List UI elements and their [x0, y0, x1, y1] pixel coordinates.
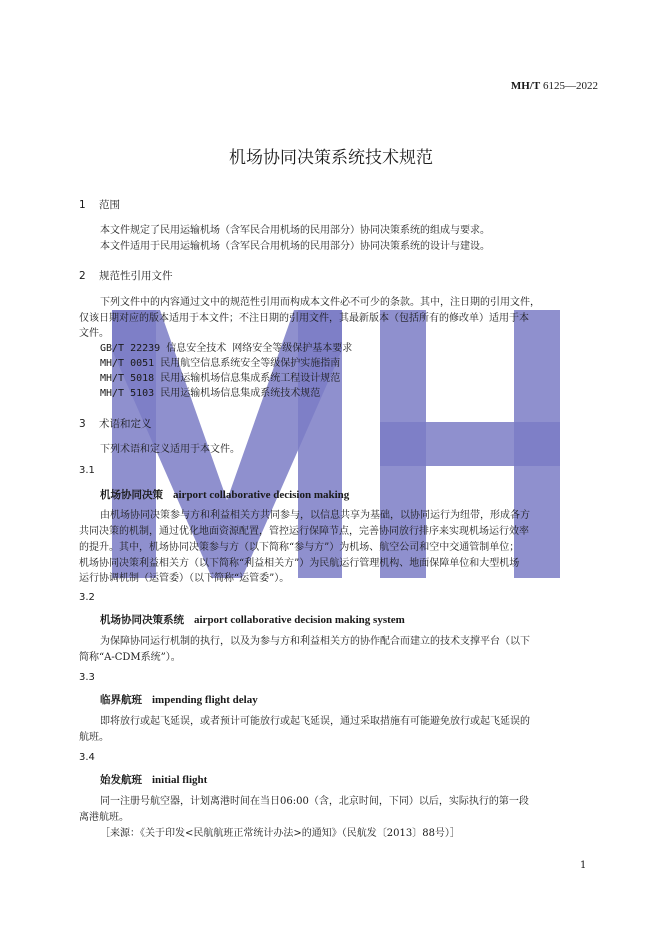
term-number: 3.2 [79, 592, 95, 603]
reference-item: MH/T 0051 民用航空信息系统安全等级保护实施指南 [100, 358, 341, 369]
reference-item: MH/T 5103 民用运输机场信息集成系统技术规范 [100, 388, 321, 399]
section-3-heading [79, 416, 152, 431]
definition-line: 的提升。其中，机场协同决策参与方（以下简称“参与方”）为机场、航空公司和空中交通管制单位； [79, 542, 520, 553]
term-heading [100, 692, 258, 707]
paragraph: 仅该日期对应的版本适用于本文件；不注日期的引用文件，其最新版本（包括所有的修改单）适用于本 [79, 313, 529, 324]
term-zh: 机场协同决策 [100, 489, 163, 501]
term-en: airport collaborative decision making system [194, 614, 405, 626]
term-number: 3.4 [79, 752, 95, 763]
doc-code: MH/T [510, 80, 541, 92]
definition-line: 航班。 [79, 732, 109, 743]
section-number: 2 [79, 270, 86, 282]
term-en: initial flight [152, 774, 208, 786]
term-number: 3.1 [79, 465, 95, 476]
reference-item: MH/T 5018 民用运输机场信息集成系统工程设计规范 [100, 373, 341, 384]
term-number: 3.3 [79, 672, 95, 683]
definition-line: 简称“A-CDM系统”）。 [79, 652, 181, 663]
definition-line: 运行协调机制（运管委）（以下简称“运管委”）。 [79, 573, 290, 584]
term-heading [100, 772, 207, 787]
source-note: ［来源：《关于印发<民航航班正常统计办法>的通知》（民航发〔2013〕88号）］ [100, 828, 460, 839]
definition-line: 为保障协同运行机制的执行，以及为参与方和利益相关方的协作配合而建立的技术支撑平台（以下 [100, 636, 530, 647]
section-2-heading [79, 268, 173, 283]
term-heading [100, 487, 349, 502]
definition-line: 由机场协同决策参与方和利益相关方共同参与，以信息共享为基础，以协同运行为纽带，形成各方 [100, 510, 530, 521]
definition-line: 机场协同决策利益相关方（以下简称“利益相关方”）为民航运行管理机构、地面保障单位和大型机场 [79, 558, 520, 569]
reference-item: GB/T 22239 信息安全技术 网络安全等级保护基本要求 [100, 343, 353, 354]
term-en: impending flight delay [152, 694, 258, 706]
paragraph: 文件。 [79, 328, 109, 339]
term-zh: 始发航班 [100, 774, 142, 786]
definition-line: 同一注册号航空器，计划离港时间在当日06:00（含，北京时间，下同）以后，实际执行的第一段 [100, 796, 529, 807]
document-number [511, 80, 598, 92]
definition-line: 离港航班。 [79, 812, 129, 823]
paragraph: 下列文件中的内容通过文中的规范性引用而构成本文件必不可少的条款。其中，注日期的引用文件， [100, 297, 540, 308]
page-number: 1 [580, 860, 587, 871]
section-title: 范围 [99, 199, 120, 211]
paragraph: 本文件规定了民用运输机场（含军民合用机场的民用部分）协同决策系统的组成与要求。 [100, 225, 490, 236]
paragraph: 本文件适用于民用运输机场（含军民合用机场的民用部分）协同决策系统的设计与建设。 [100, 241, 490, 252]
term-heading [100, 612, 405, 627]
section-number: 3 [79, 418, 86, 430]
section-title: 术语和定义 [99, 418, 152, 430]
term-zh: 临界航班 [100, 694, 142, 706]
doc-number: 6125—2022 [543, 80, 598, 92]
page-title: 机场协同决策系统技术规范 [229, 148, 433, 168]
section-number: 1 [79, 199, 86, 211]
definition-line: 共同决策的机制，通过优化地面资源配置，管控运行保障节点，完善协同放行排序来实现机场运行效率 [79, 526, 529, 537]
term-en: airport collaborative decision making [173, 489, 350, 501]
paragraph: 下列术语和定义适用于本文件。 [100, 444, 240, 455]
section-1-heading [79, 197, 120, 212]
section-title: 规范性引用文件 [99, 270, 173, 282]
definition-line: 即将放行或起飞延误，或者预计可能放行或起飞延误，通过采取措施有可能避免放行或起飞延误的 [100, 716, 530, 727]
term-zh: 机场协同决策系统 [100, 614, 184, 626]
